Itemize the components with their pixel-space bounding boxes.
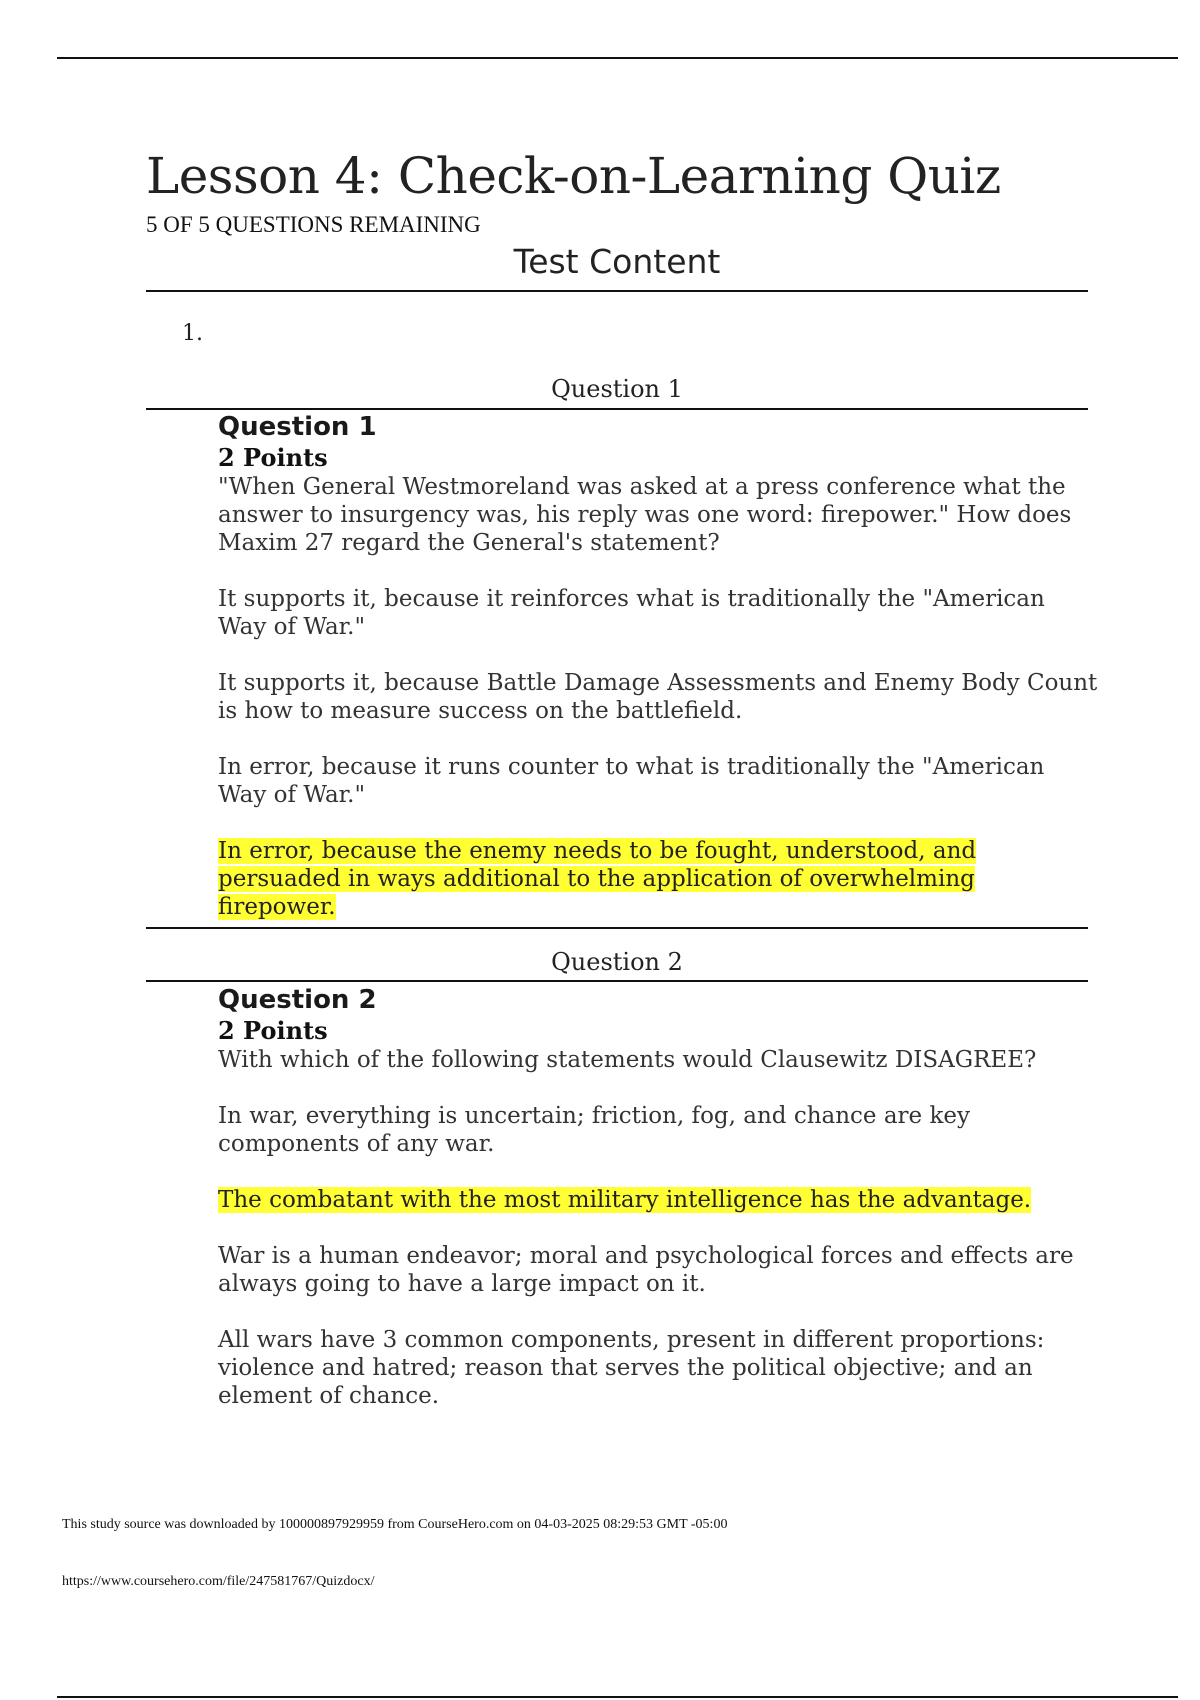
option-label: In error, because it runs counter to what is traditionally the "American Way of War." bbox=[218, 754, 1045, 808]
question-1-option-c[interactable] bbox=[218, 753, 1098, 809]
page-title: Lesson 4: Check-on-Learning Quiz bbox=[146, 147, 1001, 205]
question-2-points: 2 Points bbox=[218, 1016, 328, 1045]
question-2-option-b[interactable] bbox=[218, 1186, 1098, 1214]
question-1-caption: Question 1 bbox=[551, 375, 683, 403]
question-1-bottom-divider bbox=[146, 927, 1088, 929]
question-1-top-divider bbox=[146, 408, 1088, 410]
section-title: Test Content bbox=[513, 242, 721, 281]
question-2-caption: Question 2 bbox=[551, 948, 683, 976]
highlighted-answer: In error, because the enemy needs to be fought, understood, and persuaded in ways additional to the application of overwhelming firepower. bbox=[218, 838, 977, 920]
question-1-points: 2 Points bbox=[218, 443, 328, 472]
top-page-rule bbox=[57, 57, 1178, 59]
questions-remaining: 5 OF 5 QUESTIONS REMAINING bbox=[146, 212, 481, 237]
option-label: All wars have 3 common components, present in different proportions: violence and hatred; reason that serves the political objective; and an element of chance. bbox=[218, 1327, 1045, 1409]
question-2-block bbox=[218, 984, 1098, 1410]
question-1-text: "When General Westmoreland was asked at a press conference what the answer to insurgency was, his reply was one word: firepower." How does Maxim 27 regard the General's statement? bbox=[218, 474, 1072, 556]
section-divider bbox=[146, 290, 1088, 292]
download-note: This study source was downloaded by 100000897929959 from CourseHero.com on 04-03-2025 08:29:53 GMT -05:00 bbox=[62, 1517, 728, 1532]
question-1-option-b[interactable] bbox=[218, 669, 1098, 725]
bottom-page-rule bbox=[57, 1696, 1178, 1698]
question-1-option-d[interactable] bbox=[218, 837, 1098, 921]
question-2-text: With which of the following statements would Clausewitz DISAGREE? bbox=[218, 1047, 1037, 1073]
option-label: In war, everything is uncertain; friction, fog, and chance are key components of any war. bbox=[218, 1103, 971, 1157]
question-1-heading: Question 1 bbox=[218, 412, 377, 442]
highlighted-answer: The combatant with the most military intelligence has the advantage. bbox=[218, 1187, 1032, 1213]
question-1-block bbox=[218, 411, 1098, 921]
source-url[interactable]: https://www.coursehero.com/file/247581767/Quizdocx/ bbox=[62, 1574, 375, 1589]
option-label: It supports it, because Battle Damage Assessments and Enemy Body Count is how to measure success on the battlefield. bbox=[218, 670, 1098, 724]
list-item-number: 1. bbox=[182, 321, 203, 346]
question-2-option-c[interactable] bbox=[218, 1242, 1098, 1298]
option-label: War is a human endeavor; moral and psychological forces and effects are always going to have a large impact on it. bbox=[218, 1243, 1074, 1297]
question-2-option-d[interactable] bbox=[218, 1326, 1098, 1410]
question-2-top-divider bbox=[146, 980, 1088, 982]
question-1-option-a[interactable] bbox=[218, 585, 1098, 641]
question-2-heading: Question 2 bbox=[218, 985, 377, 1015]
option-label: It supports it, because it reinforces what is traditionally the "American Way of War." bbox=[218, 586, 1045, 640]
question-2-option-a[interactable] bbox=[218, 1102, 1098, 1158]
